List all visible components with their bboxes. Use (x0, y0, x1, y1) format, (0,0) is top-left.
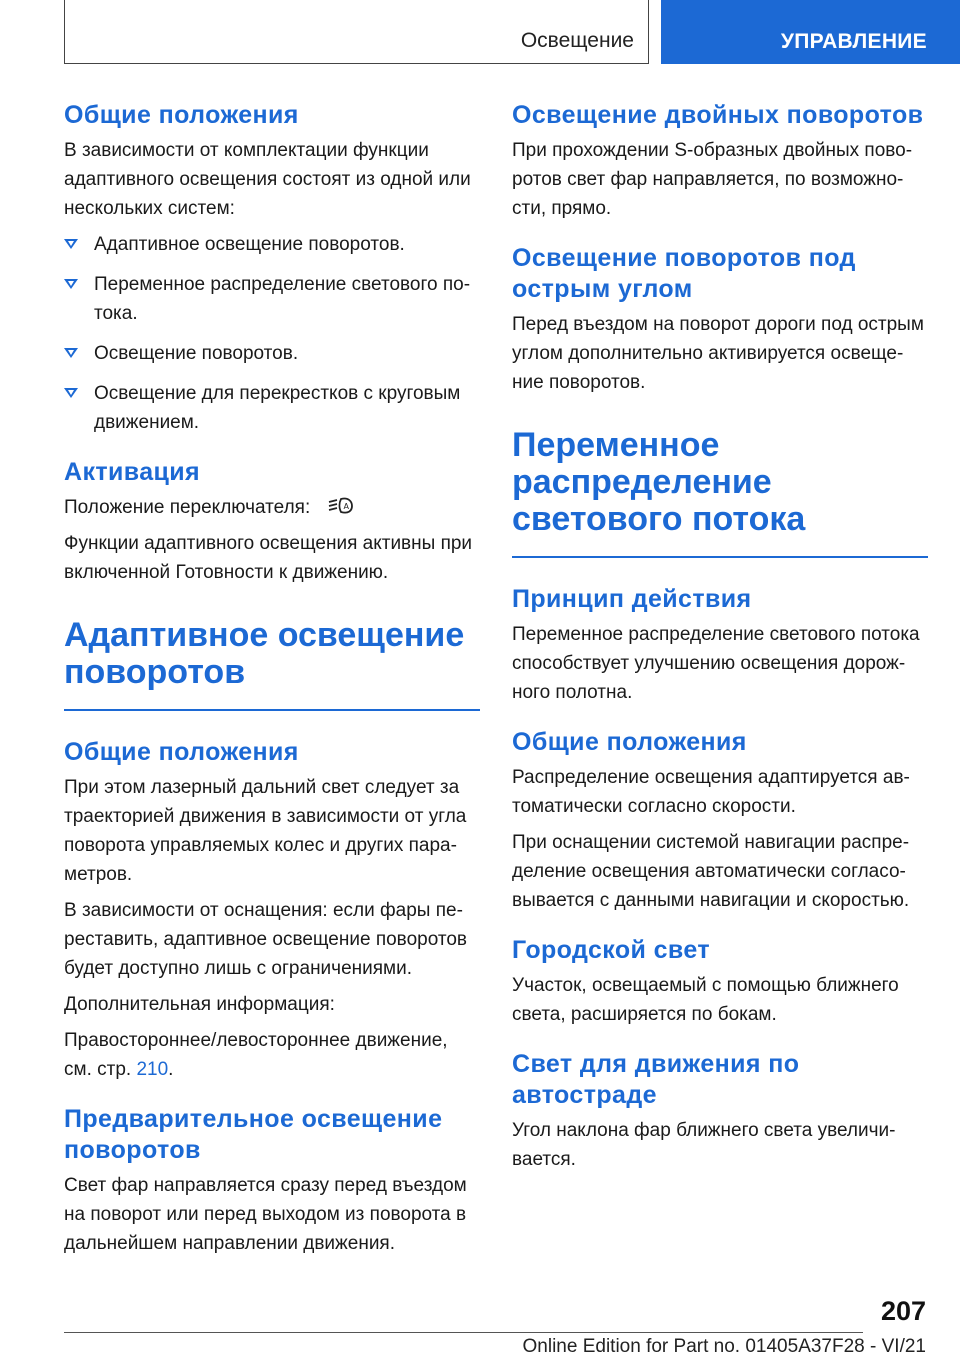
navigation-text: При оснащении системой навигации распределение освещения автоматически согласовывается с данными навигации и скоростью. (512, 832, 910, 911)
traffic-text: Правостороннее/левостороннее движение, см. стр. 210. (64, 1030, 448, 1080)
speed-adapt-text: Распределение освещения адаптируется автоматически согласно скорости. (512, 767, 910, 817)
laser-text: При этом лазерный дальний свет следует за траекторией движения в зависимости от угла поворота управляемых колес и других параметров. (64, 777, 467, 885)
bullet-triangle-icon (64, 388, 78, 398)
double-curve-heading: Освещение двойных поворотов (512, 101, 924, 129)
edition-text: Online Edition for Part no. 01405A37F28 - VI/21 (522, 1336, 926, 1357)
systems-list (64, 230, 480, 437)
page-number: 207 (880, 1296, 926, 1326)
left-column (64, 100, 480, 1265)
principle-text: Переменное распределение светового потока способствует улучшению освещения дорожного полотна. (512, 624, 920, 703)
general-text: В зависимости от комплектации функции адаптивного освещения состоят из одной или нескольких систем: (64, 140, 471, 219)
city-light-text: Участок, освещаемый с помощью ближнего света, расширяется по бокам. (512, 975, 899, 1025)
header-section-box (64, 0, 649, 64)
activation-text: Функции адаптивного освещения активны при включенной Готовности к движению. (64, 533, 473, 583)
activation-heading: Активация (64, 458, 201, 486)
highway-light-heading: Свет для движения по автостраде (512, 1050, 800, 1109)
header-chapter-title: УПРАВЛЕНИЕ (780, 30, 927, 53)
sharp-curve-heading: Освещение поворотов под острым углом (512, 244, 856, 303)
double-curve-text: При прохождении S-образных двойных поворотов свет фар направляется, по возможности, прямо. (512, 140, 913, 219)
header-chapter-tab (661, 0, 960, 64)
list-item: Освещение поворотов. (64, 339, 480, 368)
highway-light-text: Угол наклона фар ближнего света увеличивается. (512, 1120, 896, 1170)
headlight-adjust-text: В зависимости от оснащения: если фары переставить, адаптивное освещение поворотов будет доступно лишь с ограничениями. (64, 900, 467, 979)
page-link[interactable]: 210 (136, 1059, 169, 1080)
predictive-text: Свет фар направляется сразу перед въездом на поворот или перед выходом из поворота в дальнейшем направлении движения. (64, 1175, 467, 1254)
adaptive-curve-section-title: Адаптивное освещение поворотов (64, 616, 465, 691)
list-item: Освещение для перекрестков с круговым движением. (64, 379, 480, 437)
principle-heading: Принцип действия (512, 585, 752, 613)
list-item: Адаптивное освещение поворотов. (64, 230, 480, 259)
svg-text:A: A (343, 502, 349, 511)
bullet-triangle-icon (64, 239, 78, 249)
general-heading: Общие положения (512, 728, 747, 756)
footer-divider (64, 1332, 863, 1333)
predictive-heading: Предварительное освещение поворотов (64, 1105, 443, 1164)
header-section-title: Освещение (520, 29, 634, 52)
section-divider (64, 709, 480, 711)
city-light-heading: Городской свет (512, 936, 710, 964)
bullet-triangle-icon (64, 348, 78, 358)
right-column (512, 100, 928, 1181)
section-divider (512, 556, 928, 558)
switch-position-text: Положение переключателя: A (64, 493, 480, 522)
more-info-text: Дополнительная информация: (64, 994, 335, 1015)
variable-light-section-title: Переменное распределение светового потока (512, 426, 806, 538)
general-heading: Общие положения (64, 738, 299, 766)
auto-headlight-icon (328, 494, 354, 516)
bullet-triangle-icon (64, 279, 78, 289)
general-heading: Общие положения (64, 101, 299, 129)
list-item: Переменное распределение светового потока. (64, 270, 480, 328)
sharp-curve-text: Перед въездом на поворот дороги под острым углом дополнительно активируется освещение поворотов. (512, 314, 924, 393)
